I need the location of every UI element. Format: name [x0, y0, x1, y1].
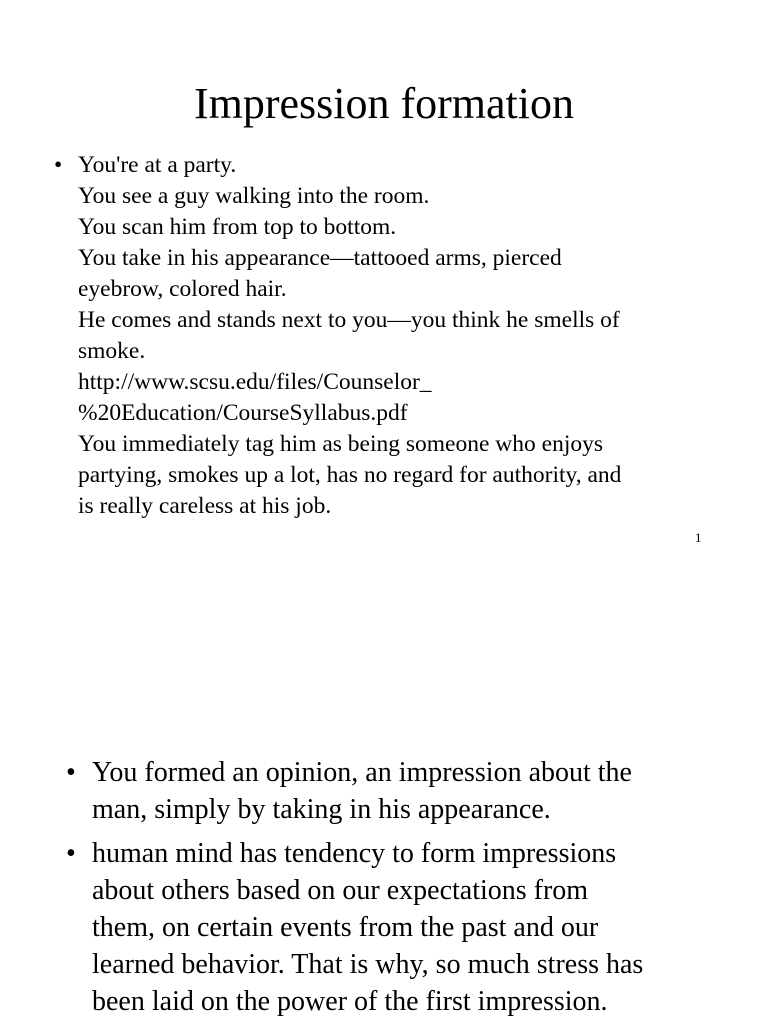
bullet-line: You see a guy walking into the room. — [78, 183, 430, 209]
slide-1-bullet-list — [54, 150, 718, 522]
bullet-line: man, simply by taking in his appearance. — [92, 794, 551, 825]
bullet-item — [66, 835, 732, 1020]
bullet-line: is really careless at his job. — [78, 493, 332, 519]
url-line: http://www.scsu.edu/files/Counselor_ — [78, 369, 432, 395]
bullet-line: You scan him from top to bottom. — [78, 214, 397, 240]
bullet-icon: • — [66, 838, 76, 869]
bullet-line: been laid on the power of the first impression. — [92, 986, 608, 1017]
bullet-line: about others based on our expectations from — [92, 875, 589, 906]
bullet-line: smoke. — [78, 338, 146, 364]
bullet-item — [66, 754, 732, 828]
bullet-icon: • — [66, 757, 76, 788]
bullet-line: You're at a party. — [78, 152, 237, 178]
slide-2 — [0, 724, 768, 1024]
page-number: 1 — [695, 530, 702, 545]
bullet-line: eyebrow, colored hair. — [78, 276, 287, 302]
bullet-line: learned behavior. That is why, so much stress has — [92, 949, 644, 980]
bullet-icon: • — [54, 152, 63, 178]
bullet-line: He comes and stands next to you—you think he smells of — [78, 307, 620, 333]
bullet-line: human mind has tendency to form impressions — [92, 838, 617, 869]
bullet-line: You immediately tag him as being someone who enjoys — [78, 431, 603, 457]
bullet-line: partying, smokes up a lot, has no regard for authority, and — [78, 462, 622, 488]
bullet-line: You take in his appearance—tattooed arms, pierced — [78, 245, 562, 271]
bullet-item — [54, 150, 718, 522]
slide-2-bullet-list — [66, 754, 732, 1027]
url-line: %20Education/CourseSyllabus.pdf — [78, 400, 408, 426]
bullet-line: You formed an opinion, an impression about the — [92, 757, 632, 788]
bullet-line: them, on certain events from the past and our — [92, 912, 599, 943]
slide-title: Impression formation — [193, 79, 575, 128]
